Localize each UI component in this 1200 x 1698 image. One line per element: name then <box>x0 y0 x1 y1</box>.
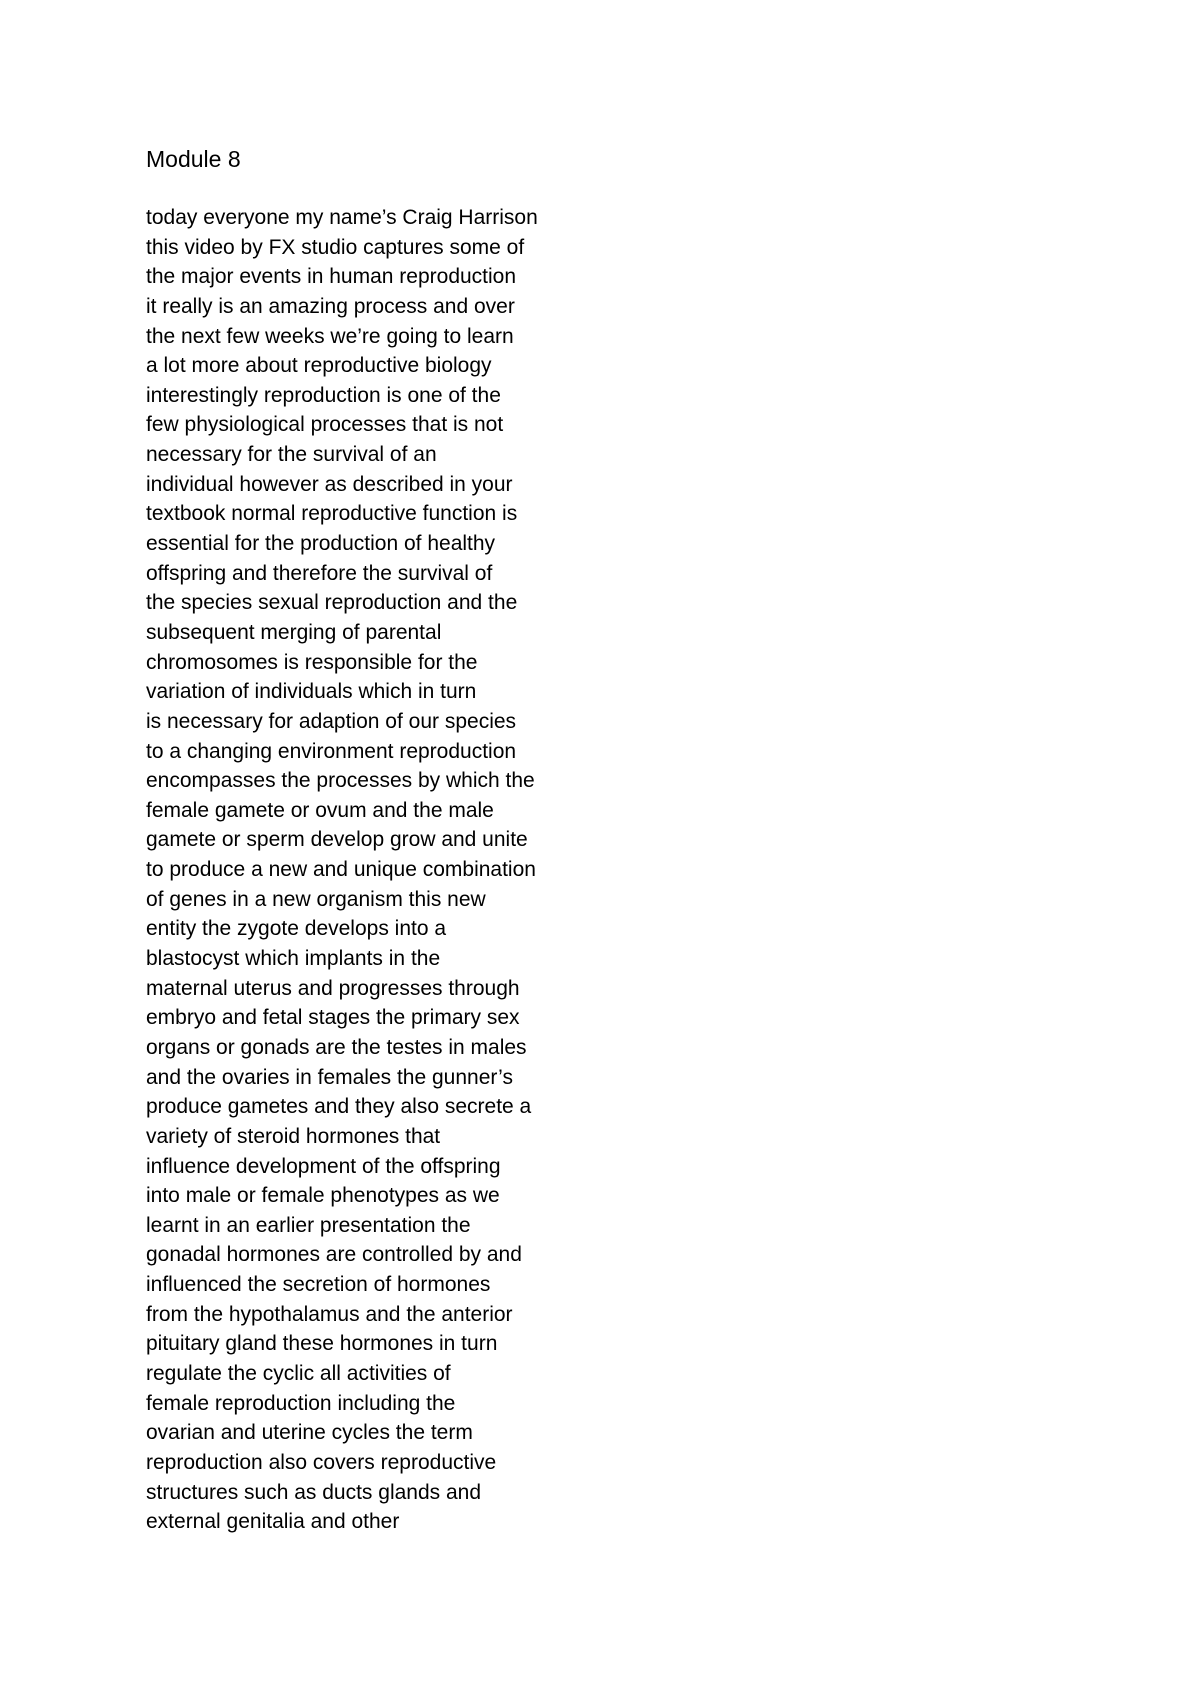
transcript-text <box>146 203 846 1537</box>
transcript-line: essential for the production of healthy <box>146 532 496 556</box>
transcript-line: gamete or sperm develop grow and unite <box>146 828 528 852</box>
transcript-line: variety of steroid hormones that <box>146 1124 441 1148</box>
transcript-line: female gamete or ovum and the male <box>146 798 494 822</box>
transcript-line: maternal uterus and progresses through <box>146 976 520 1000</box>
transcript-line: to produce a new and unique combination <box>146 858 536 882</box>
transcript-line: influenced the secretion of hormones <box>146 1273 491 1297</box>
transcript-line: blastocyst which implants in the <box>146 947 441 971</box>
transcript-line: embryo and fetal stages the primary sex <box>146 1006 520 1030</box>
transcript-line: encompasses the processes by which the <box>146 769 535 793</box>
transcript-line: influence development of the offspring <box>146 1154 501 1178</box>
transcript-line: reproduction also covers reproductive <box>146 1450 497 1474</box>
transcript-line: of genes in a new organism this new <box>146 887 486 911</box>
transcript-line: produce gametes and they also secrete a <box>146 1095 532 1119</box>
transcript-line: structures such as ducts glands and <box>146 1480 482 1504</box>
transcript-line: the next few weeks we’re going to learn <box>146 324 514 348</box>
transcript-line: necessary for the survival of an <box>146 443 437 467</box>
transcript-line: the major events in human reproduction <box>146 265 517 289</box>
transcript-line: female reproduction including the <box>146 1391 456 1415</box>
transcript-line: a lot more about reproductive biology <box>146 354 492 378</box>
transcript-line: to a changing environment reproduction <box>146 739 517 763</box>
transcript-line: regulate the cyclic all activities of <box>146 1361 451 1385</box>
transcript-line: today everyone my name’s Craig Harrison <box>146 206 538 229</box>
transcript-line: learnt in an earlier presentation the <box>146 1213 471 1237</box>
transcript-line: entity the zygote develops into a <box>146 917 447 941</box>
document-body <box>146 144 846 1537</box>
transcript-line: this video by FX studio captures some of <box>146 235 525 259</box>
transcript-line: and the ovaries in females the gunner’s <box>146 1065 513 1089</box>
transcript-line: external genitalia and other <box>146 1510 400 1534</box>
transcript-line: offspring and therefore the survival of <box>146 561 493 585</box>
transcript-line: it really is an amazing process and over <box>146 294 515 318</box>
transcript-line: gonadal hormones are controlled by and <box>146 1243 522 1267</box>
transcript-line: from the hypothalamus and the anterior <box>146 1302 513 1326</box>
transcript-line: organs or gonads are the testes in males <box>146 1035 527 1059</box>
transcript-line: ovarian and uterine cycles the term <box>146 1421 473 1445</box>
transcript-line: chromosomes is responsible for the <box>146 650 478 674</box>
page-title: Module 8 <box>146 146 241 172</box>
transcript-line: the species sexual reproduction and the <box>146 591 518 615</box>
transcript-line: subsequent merging of parental <box>146 620 442 644</box>
transcript-line: variation of individuals which in turn <box>146 680 477 704</box>
transcript-line: into male or female phenotypes as we <box>146 1184 500 1208</box>
transcript-line: few physiological processes that is not <box>146 413 504 437</box>
transcript-line: textbook normal reproductive function is <box>146 502 518 526</box>
transcript-line: interestingly reproduction is one of the <box>146 383 501 407</box>
transcript-line: pituitary gland these hormones in turn <box>146 1332 498 1356</box>
transcript-line: individual however as described in your <box>146 472 513 496</box>
transcript-line: is necessary for adaption of our species <box>146 709 517 733</box>
